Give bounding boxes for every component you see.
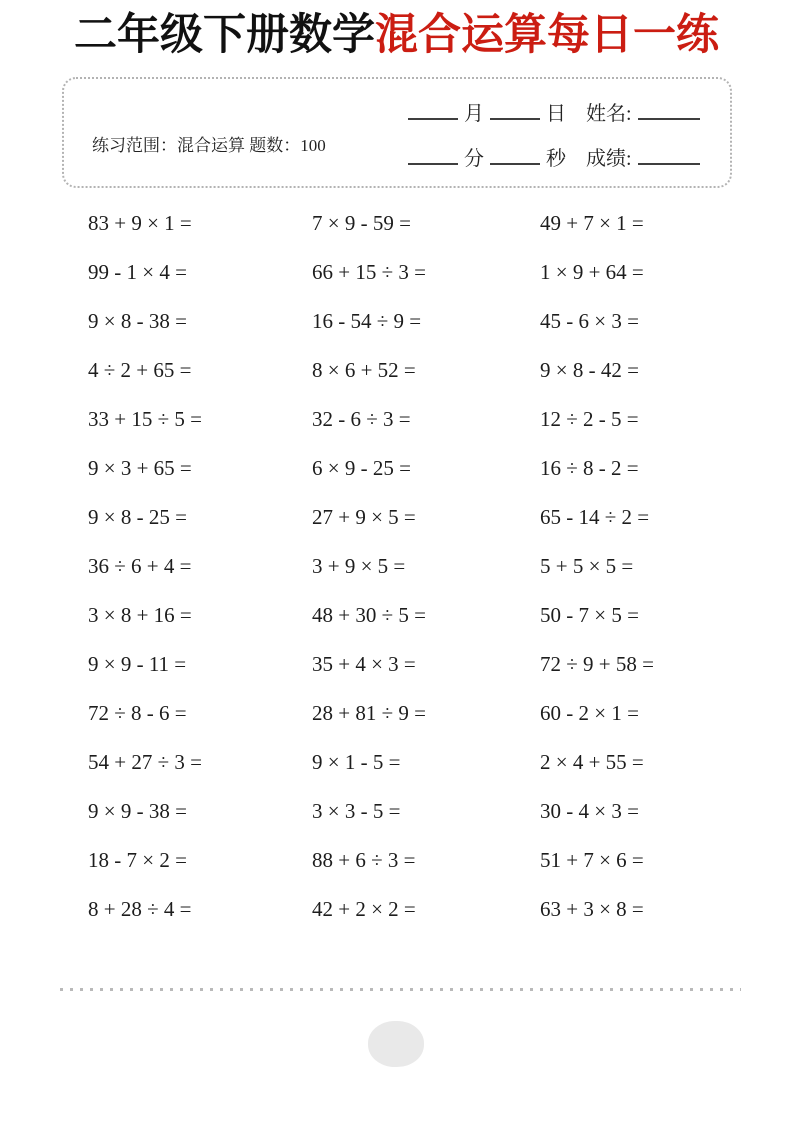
problem-r6-c1: 9 × 3 + 65 = — [88, 456, 192, 480]
problem-r11-c2: 28 + 81 ÷ 9 = — [312, 701, 426, 725]
problem-r2-c2: 66 + 15 ÷ 3 = — [312, 260, 426, 284]
problem-r1-c1: 83 + 9 × 1 = — [88, 211, 192, 235]
problem-r2-c1: 99 - 1 × 4 = — [88, 260, 187, 284]
name-blank — [638, 104, 700, 120]
problem-r9-c1: 3 × 8 + 16 = — [88, 603, 192, 627]
problem-r2-c3: 1 × 9 + 64 = — [540, 260, 644, 284]
problem-r8-c3: 5 + 5 × 5 = — [540, 554, 634, 578]
score-blank — [638, 149, 700, 165]
problem-r13-c1: 9 × 9 - 38 = — [88, 799, 187, 823]
minute-blank — [408, 149, 458, 165]
problem-r10-c3: 72 ÷ 9 + 58 = — [540, 652, 654, 676]
problem-r7-c1: 9 × 8 - 25 = — [88, 505, 187, 529]
problem-r7-c2: 27 + 9 × 5 = — [312, 505, 416, 529]
problem-r12-c1: 54 + 27 ÷ 3 = — [88, 750, 202, 774]
problem-r14-c3: 51 + 7 × 6 = — [540, 848, 644, 872]
problem-r5-c3: 12 ÷ 2 - 5 = — [540, 407, 639, 431]
problem-r4-c3: 9 × 8 - 42 = — [540, 358, 639, 382]
month-blank — [408, 104, 458, 120]
problem-r1-c2: 7 × 9 - 59 = — [312, 211, 411, 235]
bottom-dashed-line — [60, 988, 741, 991]
problem-r15-c3: 63 + 3 × 8 = — [540, 897, 644, 921]
minute-label: 分 — [464, 148, 484, 170]
problem-r12-c2: 9 × 1 - 5 = — [312, 750, 401, 774]
problem-r10-c2: 35 + 4 × 3 = — [312, 652, 416, 676]
practice-scope-text: 练习范围：混合运算 题数：100 — [92, 136, 326, 155]
problem-r3-c1: 9 × 8 - 38 = — [88, 309, 187, 333]
problem-r6-c3: 16 ÷ 8 - 2 = — [540, 456, 639, 480]
score-label: 成绩: — [586, 148, 632, 170]
problem-r8-c1: 36 ÷ 6 + 4 = — [88, 554, 192, 578]
title-topic-part: 混合运算每日一练 — [375, 11, 719, 59]
problem-r5-c2: 32 - 6 ÷ 3 = — [312, 407, 411, 431]
problems-grid — [88, 199, 793, 934]
problem-r11-c1: 72 ÷ 8 - 6 = — [88, 701, 187, 725]
problem-r4-c1: 4 ÷ 2 + 65 = — [88, 358, 192, 382]
problem-r3-c3: 45 - 6 × 3 = — [540, 309, 639, 333]
page-title — [0, 12, 793, 59]
problem-r3-c2: 16 - 54 ÷ 9 = — [312, 309, 422, 333]
info-fill-area — [402, 97, 700, 187]
problem-r4-c2: 8 × 6 + 52 = — [312, 358, 416, 382]
problem-r9-c2: 48 + 30 ÷ 5 = — [312, 603, 426, 627]
problem-r9-c3: 50 - 7 × 5 = — [540, 603, 639, 627]
date-name-line — [402, 97, 700, 125]
problem-r13-c2: 3 × 3 - 5 = — [312, 799, 401, 823]
problem-r14-c2: 88 + 6 ÷ 3 = — [312, 848, 416, 872]
name-label: 姓名: — [586, 103, 632, 125]
month-label: 月 — [464, 103, 484, 125]
problem-r7-c3: 65 - 14 ÷ 2 = — [540, 505, 650, 529]
time-score-line — [402, 142, 700, 170]
problem-r11-c3: 60 - 2 × 1 = — [540, 701, 639, 725]
problem-r13-c3: 30 - 4 × 3 = — [540, 799, 639, 823]
day-blank — [490, 104, 540, 120]
info-box — [62, 77, 732, 188]
problem-r12-c3: 2 × 4 + 55 = — [540, 750, 644, 774]
problem-r1-c3: 49 + 7 × 1 = — [540, 211, 644, 235]
day-label: 日 — [546, 103, 566, 125]
problem-r8-c2: 3 + 9 × 5 = — [312, 554, 406, 578]
problem-r5-c1: 33 + 15 ÷ 5 = — [88, 407, 202, 431]
problem-r14-c1: 18 - 7 × 2 = — [88, 848, 187, 872]
second-label: 秒 — [546, 148, 566, 170]
title-grade-part: 二年级下册数学 — [74, 11, 375, 59]
problem-r15-c1: 8 + 28 ÷ 4 = — [88, 897, 192, 921]
second-blank — [490, 149, 540, 165]
problem-r6-c2: 6 × 9 - 25 = — [312, 456, 411, 480]
problem-r15-c2: 42 + 2 × 2 = — [312, 897, 416, 921]
bottom-oval-handle[interactable] — [368, 1021, 424, 1067]
problem-r10-c1: 9 × 9 - 11 = — [88, 652, 187, 676]
